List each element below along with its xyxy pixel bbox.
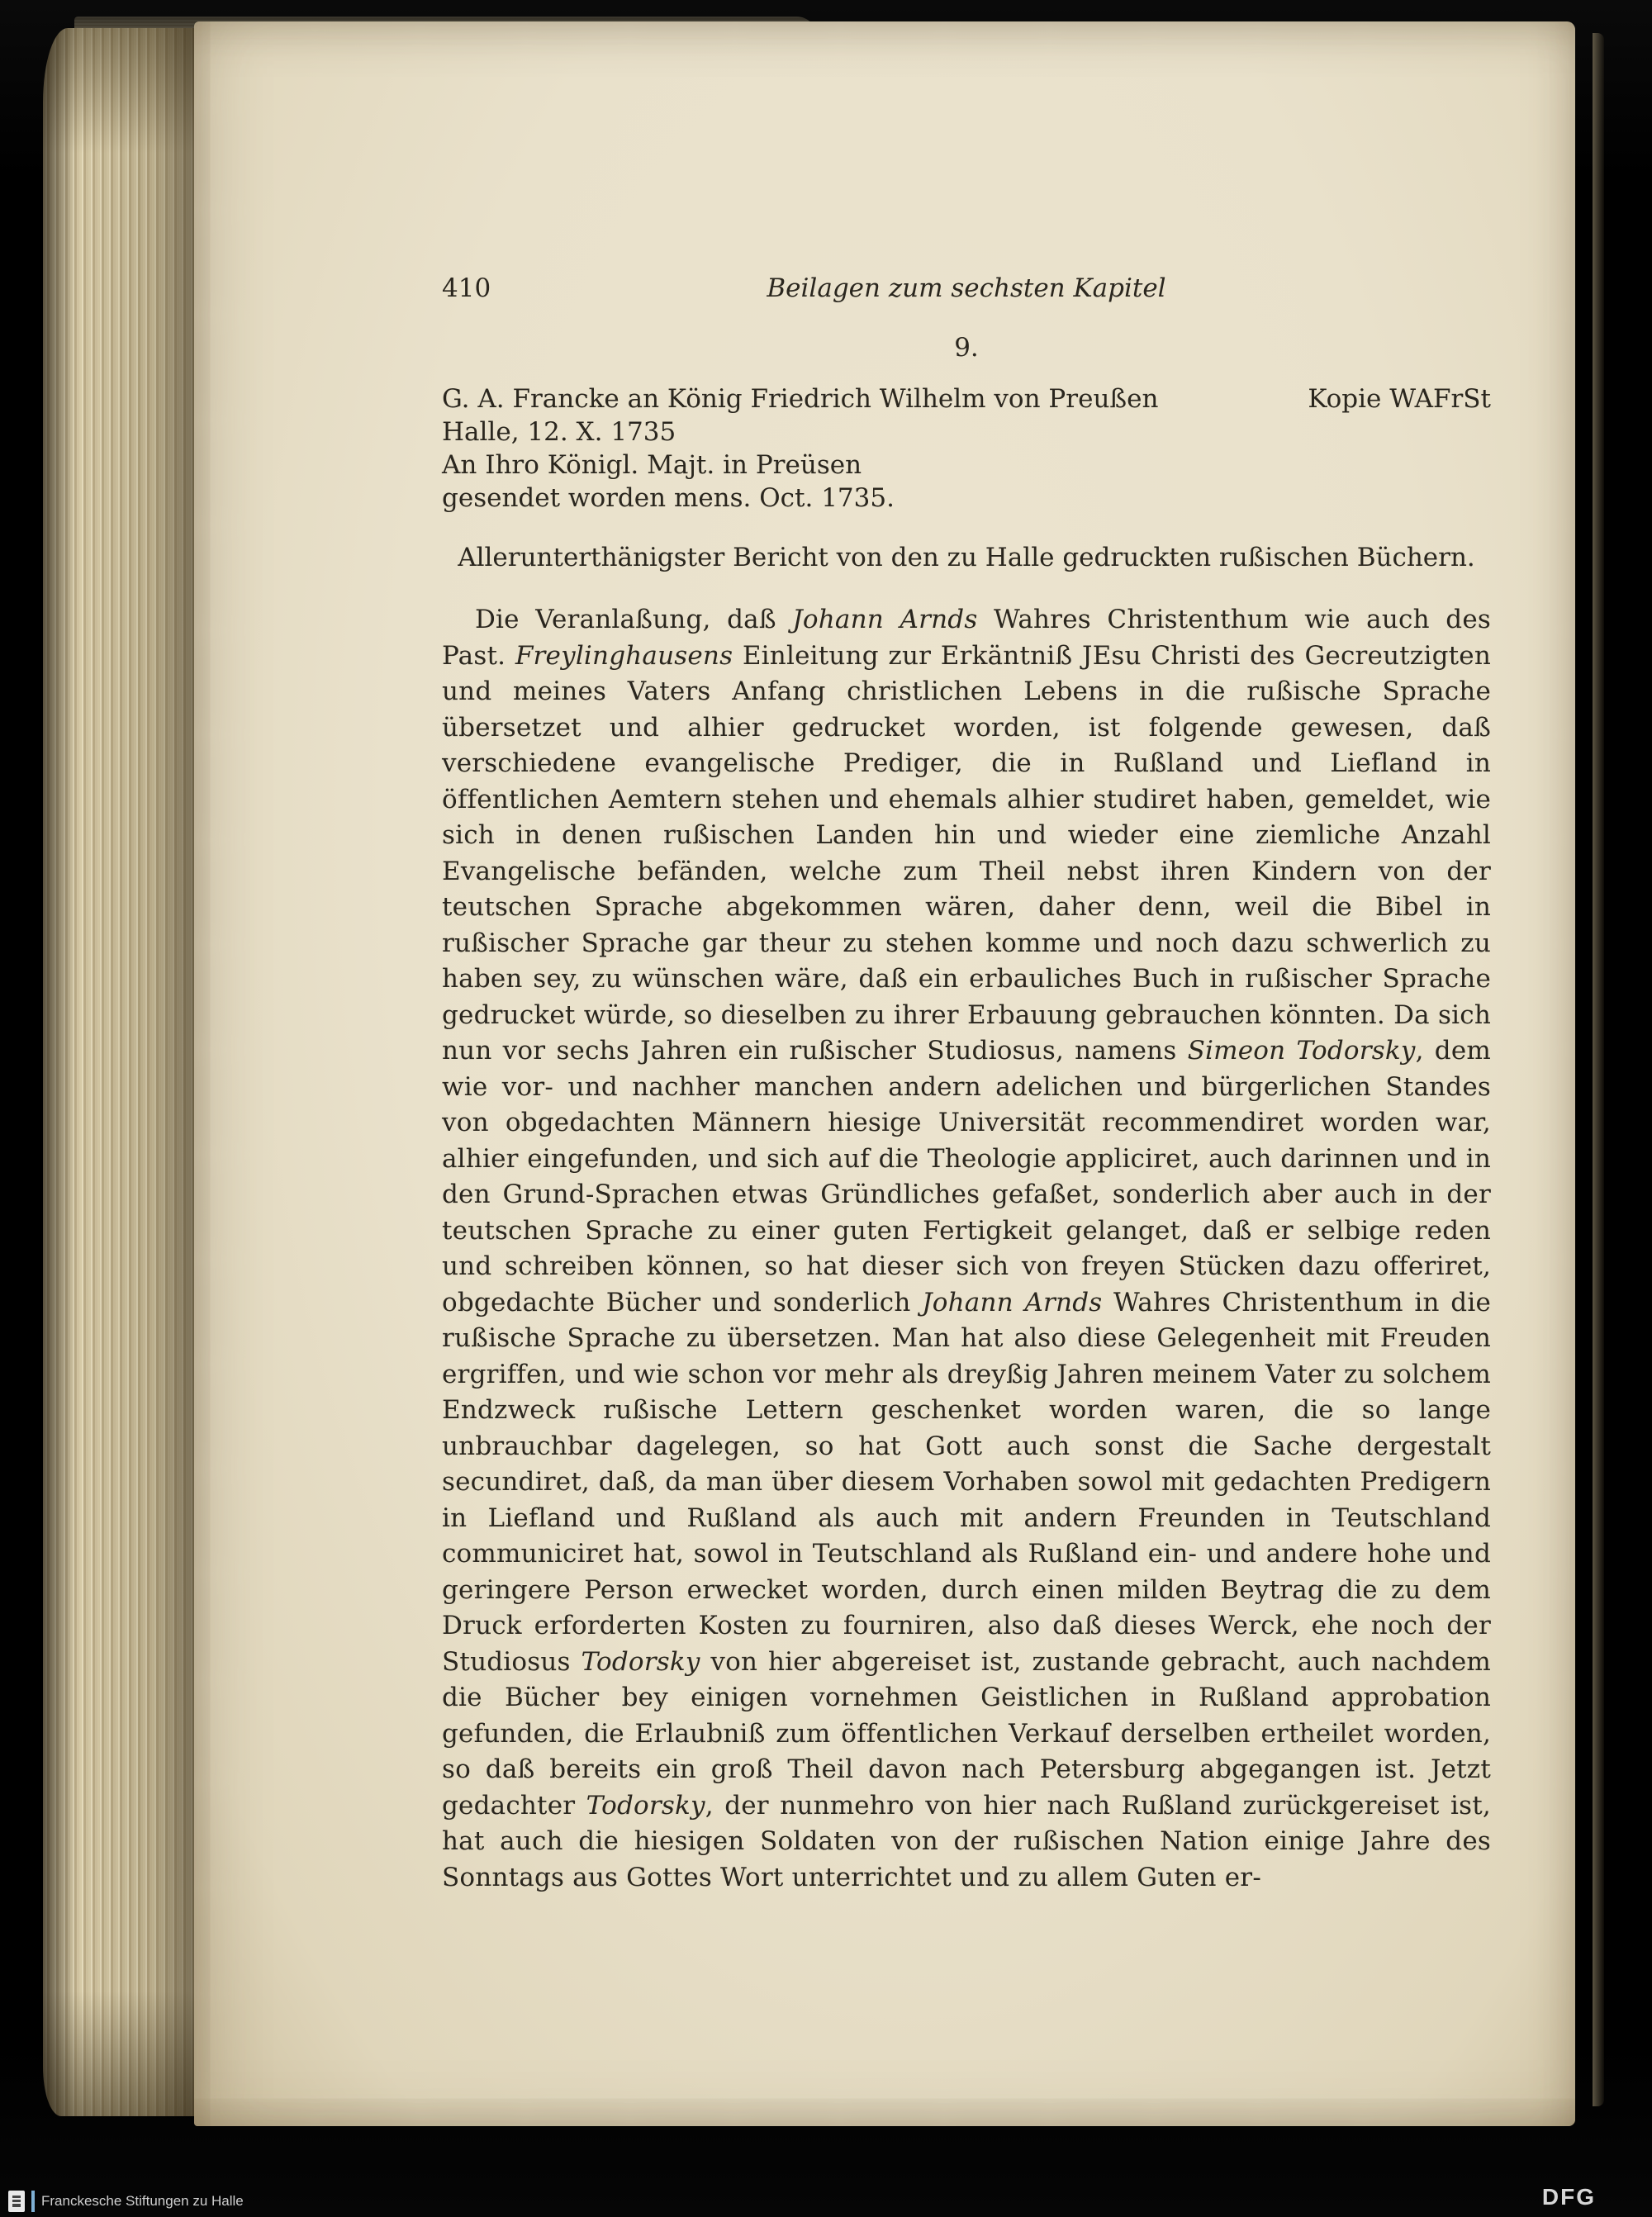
letter-subject-line: Allerunterthänigster Bericht von den zu Halle gedruckten rußischen Büchern. (458, 543, 1475, 572)
letter-sender-line: G. A. Francke an König Friedrich Wilhelm von Preußen (442, 384, 1159, 414)
dfg-logo: DFG (1541, 2184, 1596, 2210)
page-number: 410 (442, 273, 491, 303)
logo-glyph (12, 2196, 21, 2207)
archive-reference: Kopie WAFrSt (1308, 384, 1491, 414)
book-right-page-edge (1593, 33, 1604, 2106)
letter-address-line: An Ihro Königl. Majt. in Preüsen (442, 450, 862, 480)
running-head (442, 273, 1491, 308)
book-left-page-edges (43, 28, 198, 2116)
letter-place-date: Halle, 12. X. 1735 (442, 417, 676, 447)
section-number: 9. (954, 333, 979, 363)
page-content (442, 273, 1491, 1896)
letter-body-text: Die Veranlaßung, daß Johann Arnds Wahres Christenthum wie auch des Past. Freylinghausens Einleitung zur Erkäntniß JEsu Christi des Gecreutzigten und meines Vaters Anfang christlichen Lebens in die rußische Sprache übersetzet und alhier gedrucket worden, ist folgende gewesen, daß verschiedene evangelische Prediger, die in Rußland und Liefland in öffentlichen Aemtern stehen und ehemals alhier studiret haben, gemeldet, wie sich in denen rußischen Landen hin und wieder eine ziemliche Anzahl Evangelische befänden, welche zum Theil nebst ihren Kindern von der teutschen Sprache abgekommen wären, daher denn, weil die Bibel in rußischer Sprache gar theur zu stehen komme und noch dazu schwerlich zu haben sey, zu wünschen wäre, daß ein erbauliches Buch in rußischer Sprache gedrucket würde, so dieselben zu ihrer Erbauung gebrauchen könnten. Da sich nun vor sechs Jahren ein rußischer Studiosus, namens Simeon Todorsky, dem wie vor- und nachher manchen andern adelichen und bürgerlichen Standes von obgedachten Männern hiesige Universität recommendiret worden war, alhier eingefunden, und sich auf die Theologie appliciret, auch darinnen und in den Grund-Sprachen etwas Gründliches gefaßet, sonderlich aber auch in der teutschen Sprache zu einer guten Fertigkeit gelanget, daß er selbige reden und schreiben können, so hat dieser sich von freyen Stücken dazu offeriret, obgedachte Bücher und sonderlich Johann Arnds Wahres Christenthum in die rußische Sprache zu übersetzen. Man hat also diese Gelegenheit mit Freuden ergriffen, und wie schon vor mehr als dreyßig Jahren meinem Vater zu solchem Endzweck rußische Lettern geschenket worden waren, die so lange unbrauchbar dagelegen, so hat Gott auch sonst die Sache dergestalt secundiret, daß, da man über diesem Vorhaben sowol mit gedachten Predigern in Liefland und Rußland als auch mit andern Freunden in Teutschland communiciret hat, sowol in Teutschland als Rußland ein- und andere hohe und geringere Person erwecket worden, durch einen milden Beytrag die zu dem Druck erforderten Kosten zu fourniren, also daß dieses Werck, ehe noch der Studiosus Todorsky von hier abgereiset ist, zustande gebracht, auch nachdem die Bücher bey einigen vornehmen Geistlichen in Rußland approbation gefunden, die Erlaubniß zum öffentlichen Verkauf derselben ertheilet worden, so daß bereits ein groß Theil davon nach Petersburg abgegangen ist. Jetzt gedachter Todorsky, der nunmehro von hier nach Rußland zurückgereiset ist, hat auch die hiesigen Soldaten von der rußischen Nation einige Jahre des Sonntags aus Gottes Wort unterrichtet und zu allem Guten er- (442, 605, 1492, 1892)
franckesche-stiftungen-logo-icon (8, 2191, 25, 2212)
logo-divider (31, 2191, 35, 2212)
footer-provider-label: Franckesche Stiftungen zu Halle (41, 2193, 244, 2209)
letter-sent-line: gesendet worden mens. Oct. 1735. (442, 483, 895, 513)
letter-head (442, 382, 1491, 515)
running-header-title: Beilagen zum sechsten Kapitel (767, 273, 1166, 303)
letter-head-row (442, 382, 1491, 415)
book-page-paper (194, 21, 1575, 2126)
footer-provider (8, 2191, 244, 2212)
